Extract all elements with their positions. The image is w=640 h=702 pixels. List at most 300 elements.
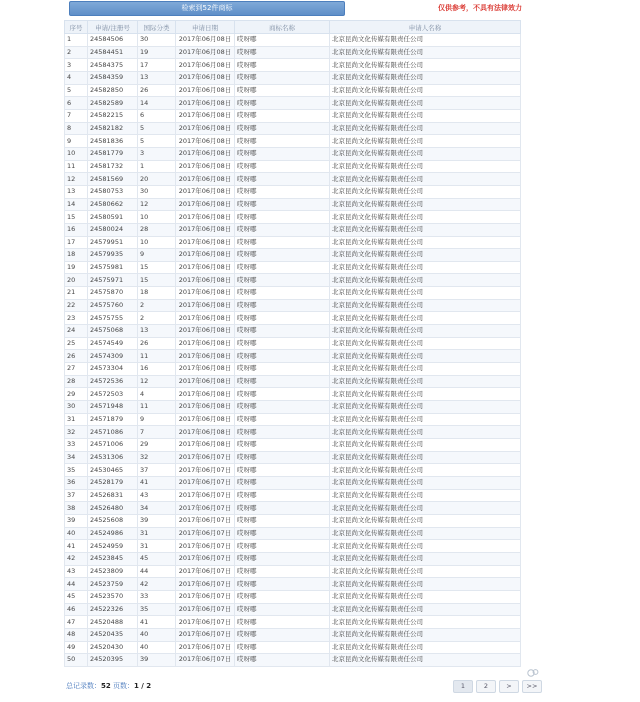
cell-mark-name[interactable]: 哎呀哪: [235, 413, 330, 426]
cell-mark-name[interactable]: 哎呀哪: [235, 173, 330, 186]
cell-reg-number[interactable]: 24523809: [88, 565, 138, 578]
cell-mark-name[interactable]: 哎呀哪: [235, 59, 330, 72]
cell-mark-name[interactable]: 哎呀哪: [235, 325, 330, 338]
cell-app-date: 2017年06月08日: [176, 287, 235, 300]
cell-app-date: 2017年06月08日: [176, 211, 235, 224]
cell-index: 22: [65, 299, 88, 312]
cell-reg-number[interactable]: 24584451: [88, 46, 138, 59]
cell-applicant: 北京昆尚文化传媒有限责任公司: [330, 476, 521, 489]
page-2-button[interactable]: 2: [476, 680, 496, 693]
cell-app-date: 2017年06月08日: [176, 249, 235, 262]
cell-class: 34: [138, 502, 176, 515]
cell-mark-name[interactable]: 哎呀哪: [235, 160, 330, 173]
cell-reg-number[interactable]: 24520430: [88, 641, 138, 654]
cell-mark-name[interactable]: 哎呀哪: [235, 109, 330, 122]
cell-mark-name[interactable]: 哎呀哪: [235, 388, 330, 401]
cell-index: 32: [65, 426, 88, 439]
table-row: [65, 590, 521, 603]
cell-applicant: 北京昆尚文化传媒有限责任公司: [330, 122, 521, 135]
cell-mark-name[interactable]: 哎呀哪: [235, 337, 330, 350]
cell-reg-number[interactable]: 24582850: [88, 84, 138, 97]
cell-applicant: 北京昆尚文化传媒有限责任公司: [330, 71, 521, 84]
cell-mark-name[interactable]: 哎呀哪: [235, 84, 330, 97]
cell-index: 3: [65, 59, 88, 72]
cell-mark-name[interactable]: 哎呀哪: [235, 464, 330, 477]
cell-class: 5: [138, 122, 176, 135]
header-mark-name[interactable]: 商标名称: [235, 21, 330, 34]
cell-reg-number[interactable]: 24580024: [88, 223, 138, 236]
cell-app-date: 2017年06月08日: [176, 426, 235, 439]
cell-reg-number[interactable]: 24523759: [88, 578, 138, 591]
cell-app-date: 2017年06月08日: [176, 71, 235, 84]
table-row: [65, 401, 521, 414]
cell-reg-number[interactable]: 24575971: [88, 274, 138, 287]
disclaimer-text: 仅供参考，不具有法律效力: [438, 4, 522, 12]
table-row: [65, 97, 521, 110]
cell-reg-number[interactable]: 24575755: [88, 312, 138, 325]
cell-reg-number[interactable]: 24531306: [88, 451, 138, 464]
cell-class: 7: [138, 426, 176, 439]
table-row: [65, 34, 521, 47]
cell-app-date: 2017年06月08日: [176, 109, 235, 122]
cell-mark-name[interactable]: 哎呀哪: [235, 97, 330, 110]
cell-index: 42: [65, 552, 88, 565]
table-row: [65, 451, 521, 464]
cell-reg-number[interactable]: 24524986: [88, 527, 138, 540]
table-row: [65, 502, 521, 515]
cell-mark-name[interactable]: 哎呀哪: [235, 590, 330, 603]
cell-app-date: 2017年06月08日: [176, 375, 235, 388]
cell-app-date: 2017年06月08日: [176, 261, 235, 274]
header-app-date[interactable]: 申请日期: [176, 21, 235, 34]
table-row: [65, 350, 521, 363]
cell-index: 26: [65, 350, 88, 363]
table-row: [65, 325, 521, 338]
cell-applicant: 北京昆尚文化传媒有限责任公司: [330, 84, 521, 97]
cell-mark-name[interactable]: 哎呀哪: [235, 375, 330, 388]
cell-reg-number[interactable]: 24584359: [88, 71, 138, 84]
cell-mark-name[interactable]: 哎呀哪: [235, 198, 330, 211]
cell-reg-number[interactable]: 24574549: [88, 337, 138, 350]
cell-class: 5: [138, 135, 176, 148]
cell-app-date: 2017年06月08日: [176, 350, 235, 363]
table-row: [65, 84, 521, 97]
cell-app-date: 2017年06月08日: [176, 439, 235, 452]
cell-reg-number[interactable]: 24571948: [88, 401, 138, 414]
cell-index: 28: [65, 375, 88, 388]
cell-class: 20: [138, 173, 176, 186]
cell-index: 38: [65, 502, 88, 515]
cell-reg-number[interactable]: 24584506: [88, 34, 138, 47]
cell-applicant: 北京昆尚文化传媒有限责任公司: [330, 641, 521, 654]
page-1-button[interactable]: 1: [453, 680, 473, 693]
cell-app-date: 2017年06月08日: [176, 274, 235, 287]
cell-applicant: 北京昆尚文化传媒有限责任公司: [330, 527, 521, 540]
cell-applicant: 北京昆尚文化传媒有限责任公司: [330, 97, 521, 110]
cell-reg-number[interactable]: 24581732: [88, 160, 138, 173]
cell-applicant: 北京昆尚文化传媒有限责任公司: [330, 274, 521, 287]
cell-reg-number[interactable]: 24520435: [88, 628, 138, 641]
cell-index: 48: [65, 628, 88, 641]
cell-class: 19: [138, 46, 176, 59]
cell-mark-name[interactable]: 哎呀哪: [235, 565, 330, 578]
record-summary: [66, 681, 151, 691]
cell-applicant: 北京昆尚文化传媒有限责任公司: [330, 299, 521, 312]
cell-class: 31: [138, 527, 176, 540]
cell-class: 30: [138, 34, 176, 47]
cell-reg-number[interactable]: 24526831: [88, 489, 138, 502]
cell-app-date: 2017年06月08日: [176, 97, 235, 110]
cell-applicant: 北京昆尚文化传媒有限责任公司: [330, 211, 521, 224]
cell-applicant: 北京昆尚文化传媒有限责任公司: [330, 173, 521, 186]
cell-index: 17: [65, 236, 88, 249]
last-page-button[interactable]: >>: [522, 680, 542, 693]
page-count: 1 / 2: [133, 682, 152, 690]
cell-applicant: 北京昆尚文化传媒有限责任公司: [330, 350, 521, 363]
table-row: [65, 603, 521, 616]
cell-mark-name[interactable]: 哎呀哪: [235, 249, 330, 262]
cell-class: 42: [138, 578, 176, 591]
cell-index: 30: [65, 401, 88, 414]
cell-index: 4: [65, 71, 88, 84]
cell-app-date: 2017年06月08日: [176, 46, 235, 59]
cell-class: 40: [138, 641, 176, 654]
cell-applicant: 北京昆尚文化传媒有限责任公司: [330, 223, 521, 236]
cell-mark-name[interactable]: 哎呀哪: [235, 552, 330, 565]
cell-mark-name[interactable]: 哎呀哪: [235, 211, 330, 224]
table-row: [65, 249, 521, 262]
cell-reg-number[interactable]: 24574309: [88, 350, 138, 363]
table-row: [65, 388, 521, 401]
cell-app-date: 2017年06月07日: [176, 628, 235, 641]
cell-app-date: 2017年06月08日: [176, 401, 235, 414]
cell-applicant: 北京昆尚文化传媒有限责任公司: [330, 540, 521, 553]
header-reg-number[interactable]: 申请/注册号: [88, 21, 138, 34]
cell-applicant: 北京昆尚文化传媒有限责任公司: [330, 502, 521, 515]
cell-applicant: 北京昆尚文化传媒有限责任公司: [330, 413, 521, 426]
cell-reg-number[interactable]: 24582182: [88, 122, 138, 135]
header-applicant[interactable]: 申请人名称: [330, 21, 521, 34]
table-row: [65, 312, 521, 325]
cell-mark-name[interactable]: 哎呀哪: [235, 287, 330, 300]
cell-mark-name[interactable]: 哎呀哪: [235, 476, 330, 489]
cell-applicant: 北京昆尚文化传媒有限责任公司: [330, 426, 521, 439]
cell-reg-number[interactable]: 24575870: [88, 287, 138, 300]
table-row: [65, 578, 521, 591]
cell-index: 20: [65, 274, 88, 287]
cell-reg-number[interactable]: 24575760: [88, 299, 138, 312]
cell-index: 50: [65, 654, 88, 667]
cell-class: 3: [138, 147, 176, 160]
cell-applicant: 北京昆尚文化传媒有限责任公司: [330, 616, 521, 629]
cell-index: 9: [65, 135, 88, 148]
table-row: [65, 540, 521, 553]
cell-class: 37: [138, 464, 176, 477]
table-row: [65, 552, 521, 565]
table-header-row: [65, 21, 521, 34]
cell-app-date: 2017年06月08日: [176, 198, 235, 211]
cell-class: 41: [138, 476, 176, 489]
cell-mark-name[interactable]: 哎呀哪: [235, 641, 330, 654]
cell-index: 45: [65, 590, 88, 603]
watermark-logo-icon: [526, 666, 540, 680]
cell-mark-name[interactable]: 哎呀哪: [235, 236, 330, 249]
cell-applicant: 北京昆尚文化传媒有限责任公司: [330, 514, 521, 527]
cell-mark-name[interactable]: 哎呀哪: [235, 274, 330, 287]
table-row: [65, 363, 521, 376]
cell-applicant: 北京昆尚文化传媒有限责任公司: [330, 590, 521, 603]
cell-app-date: 2017年06月08日: [176, 363, 235, 376]
cell-index: 34: [65, 451, 88, 464]
cell-reg-number[interactable]: 24571879: [88, 413, 138, 426]
cell-app-date: 2017年06月07日: [176, 565, 235, 578]
cell-applicant: 北京昆尚文化传媒有限责任公司: [330, 654, 521, 667]
cell-reg-number[interactable]: 24581836: [88, 135, 138, 148]
cell-mark-name[interactable]: 哎呀哪: [235, 603, 330, 616]
cell-app-date: 2017年06月08日: [176, 299, 235, 312]
table-row: [65, 274, 521, 287]
cell-mark-name[interactable]: 哎呀哪: [235, 578, 330, 591]
cell-index: 36: [65, 476, 88, 489]
cell-index: 37: [65, 489, 88, 502]
cell-applicant: 北京昆尚文化传媒有限责任公司: [330, 628, 521, 641]
cell-reg-number[interactable]: 24580591: [88, 211, 138, 224]
cell-app-date: 2017年06月08日: [176, 173, 235, 186]
cell-applicant: 北京昆尚文化传媒有限责任公司: [330, 401, 521, 414]
cell-mark-name[interactable]: 哎呀哪: [235, 502, 330, 515]
cell-index: 29: [65, 388, 88, 401]
cell-class: 12: [138, 375, 176, 388]
cell-mark-name[interactable]: 哎呀哪: [235, 540, 330, 553]
cell-class: 4: [138, 388, 176, 401]
table-row: [65, 527, 521, 540]
cell-applicant: 北京昆尚文化传媒有限责任公司: [330, 185, 521, 198]
cell-class: 1: [138, 160, 176, 173]
table-row: [65, 122, 521, 135]
cell-applicant: 北京昆尚文化传媒有限责任公司: [330, 135, 521, 148]
table-row: [65, 616, 521, 629]
table-row: [65, 565, 521, 578]
cell-reg-number[interactable]: 24523570: [88, 590, 138, 603]
cell-reg-number[interactable]: 24575068: [88, 325, 138, 338]
cell-class: 13: [138, 71, 176, 84]
cell-applicant: 北京昆尚文化传媒有限责任公司: [330, 34, 521, 47]
table-row: [65, 464, 521, 477]
cell-app-date: 2017年06月08日: [176, 160, 235, 173]
table-row: [65, 299, 521, 312]
cell-reg-number[interactable]: 24523845: [88, 552, 138, 565]
cell-mark-name[interactable]: 哎呀哪: [235, 312, 330, 325]
cell-reg-number[interactable]: 24571086: [88, 426, 138, 439]
cell-app-date: 2017年06月07日: [176, 540, 235, 553]
cell-class: 40: [138, 628, 176, 641]
table-row: [65, 46, 521, 59]
cell-applicant: 北京昆尚文化传媒有限责任公司: [330, 46, 521, 59]
table-row: [65, 185, 521, 198]
cell-index: 33: [65, 439, 88, 452]
cell-reg-number[interactable]: 24579935: [88, 249, 138, 262]
cell-applicant: 北京昆尚文化传媒有限责任公司: [330, 337, 521, 350]
cell-mark-name[interactable]: 哎呀哪: [235, 147, 330, 160]
cell-applicant: 北京昆尚文化传媒有限责任公司: [330, 388, 521, 401]
trademark-results-table: [64, 20, 521, 667]
cell-applicant: 北京昆尚文化传媒有限责任公司: [330, 603, 521, 616]
cell-class: 14: [138, 97, 176, 110]
cell-app-date: 2017年06月08日: [176, 34, 235, 47]
cell-app-date: 2017年06月08日: [176, 337, 235, 350]
cell-reg-number[interactable]: 24572536: [88, 375, 138, 388]
next-page-button[interactable]: >: [499, 680, 519, 693]
cell-class: 18: [138, 287, 176, 300]
cell-class: 33: [138, 590, 176, 603]
cell-mark-name[interactable]: 哎呀哪: [235, 34, 330, 47]
table-row: [65, 628, 521, 641]
cell-applicant: 北京昆尚文化传媒有限责任公司: [330, 363, 521, 376]
table-row: [65, 426, 521, 439]
cell-index: 39: [65, 514, 88, 527]
cell-class: 9: [138, 249, 176, 262]
cell-class: 39: [138, 514, 176, 527]
cell-class: 15: [138, 261, 176, 274]
cell-reg-number[interactable]: 24581569: [88, 173, 138, 186]
cell-mark-name[interactable]: 哎呀哪: [235, 223, 330, 236]
cell-index: 35: [65, 464, 88, 477]
cell-mark-name[interactable]: 哎呀哪: [235, 122, 330, 135]
cell-mark-name[interactable]: 哎呀哪: [235, 401, 330, 414]
cell-reg-number[interactable]: 24520395: [88, 654, 138, 667]
cell-class: 41: [138, 616, 176, 629]
cell-class: 35: [138, 603, 176, 616]
cell-index: 6: [65, 97, 88, 110]
cell-index: 16: [65, 223, 88, 236]
cell-index: 31: [65, 413, 88, 426]
cell-index: 5: [65, 84, 88, 97]
cell-reg-number[interactable]: 24525608: [88, 514, 138, 527]
cell-index: 11: [65, 160, 88, 173]
cell-mark-name[interactable]: 哎呀哪: [235, 439, 330, 452]
cell-index: 15: [65, 211, 88, 224]
cell-index: 24: [65, 325, 88, 338]
cell-index: 8: [65, 122, 88, 135]
cell-reg-number[interactable]: 24584375: [88, 59, 138, 72]
cell-reg-number[interactable]: 24582589: [88, 97, 138, 110]
cell-index: 2: [65, 46, 88, 59]
cell-applicant: 北京昆尚文化传媒有限责任公司: [330, 147, 521, 160]
header-index[interactable]: 序号: [65, 21, 88, 34]
cell-mark-name[interactable]: 哎呀哪: [235, 451, 330, 464]
cell-app-date: 2017年06月08日: [176, 413, 235, 426]
cell-applicant: 北京昆尚文化传媒有限责任公司: [330, 375, 521, 388]
cell-index: 40: [65, 527, 88, 540]
cell-class: 31: [138, 540, 176, 553]
cell-app-date: 2017年06月07日: [176, 603, 235, 616]
table-row: [65, 514, 521, 527]
cell-index: 23: [65, 312, 88, 325]
cell-reg-number[interactable]: 24579951: [88, 236, 138, 249]
cell-class: 17: [138, 59, 176, 72]
header-class[interactable]: 国际分类: [138, 21, 176, 34]
cell-mark-name[interactable]: 哎呀哪: [235, 654, 330, 667]
cell-mark-name[interactable]: 哎呀哪: [235, 46, 330, 59]
cell-class: 30: [138, 185, 176, 198]
table-row: [65, 413, 521, 426]
cell-reg-number[interactable]: 24582215: [88, 109, 138, 122]
cell-class: 43: [138, 489, 176, 502]
cell-class: 45: [138, 552, 176, 565]
pagination: [453, 680, 542, 692]
cell-class: 10: [138, 211, 176, 224]
cell-reg-number[interactable]: 24575981: [88, 261, 138, 274]
cell-reg-number[interactable]: 24520488: [88, 616, 138, 629]
table-row: [65, 236, 521, 249]
cell-applicant: 北京昆尚文化传媒有限责任公司: [330, 451, 521, 464]
cell-class: 9: [138, 413, 176, 426]
cell-reg-number[interactable]: 24580662: [88, 198, 138, 211]
cell-index: 10: [65, 147, 88, 160]
cell-mark-name[interactable]: 哎呀哪: [235, 71, 330, 84]
cell-applicant: 北京昆尚文化传媒有限责任公司: [330, 464, 521, 477]
cell-mark-name[interactable]: 哎呀哪: [235, 616, 330, 629]
cell-class: 32: [138, 451, 176, 464]
cell-applicant: 北京昆尚文化传媒有限责任公司: [330, 312, 521, 325]
cell-mark-name[interactable]: 哎呀哪: [235, 628, 330, 641]
cell-app-date: 2017年06月08日: [176, 122, 235, 135]
cell-applicant: 北京昆尚文化传媒有限责任公司: [330, 578, 521, 591]
cell-mark-name[interactable]: 哎呀哪: [235, 135, 330, 148]
cell-app-date: 2017年06月07日: [176, 514, 235, 527]
table-row: [65, 198, 521, 211]
cell-reg-number[interactable]: 24522326: [88, 603, 138, 616]
cell-reg-number[interactable]: 24530465: [88, 464, 138, 477]
cell-reg-number[interactable]: 24580753: [88, 185, 138, 198]
cell-applicant: 北京昆尚文化传媒有限责任公司: [330, 325, 521, 338]
table-row: [65, 261, 521, 274]
cell-app-date: 2017年06月07日: [176, 654, 235, 667]
cell-reg-number[interactable]: 24581779: [88, 147, 138, 160]
cell-class: 6: [138, 109, 176, 122]
cell-app-date: 2017年06月08日: [176, 135, 235, 148]
cell-reg-number[interactable]: 24573304: [88, 363, 138, 376]
cell-applicant: 北京昆尚文化传媒有限责任公司: [330, 565, 521, 578]
cell-reg-number[interactable]: 24571006: [88, 439, 138, 452]
cell-mark-name[interactable]: 哎呀哪: [235, 426, 330, 439]
cell-mark-name[interactable]: 哎呀哪: [235, 527, 330, 540]
cell-mark-name[interactable]: 哎呀哪: [235, 350, 330, 363]
cell-index: 41: [65, 540, 88, 553]
cell-app-date: 2017年06月08日: [176, 84, 235, 97]
total-count: 52: [101, 682, 111, 690]
cell-index: 18: [65, 249, 88, 262]
cell-mark-name[interactable]: 哎呀哪: [235, 514, 330, 527]
cell-reg-number[interactable]: 24526480: [88, 502, 138, 515]
cell-reg-number[interactable]: 24528179: [88, 476, 138, 489]
cell-mark-name[interactable]: 哎呀哪: [235, 185, 330, 198]
table-row: [65, 135, 521, 148]
table-row: [65, 287, 521, 300]
cell-mark-name[interactable]: 哎呀哪: [235, 261, 330, 274]
cell-class: 16: [138, 363, 176, 376]
cell-class: 2: [138, 299, 176, 312]
cell-reg-number[interactable]: 24572503: [88, 388, 138, 401]
cell-app-date: 2017年06月07日: [176, 476, 235, 489]
cell-applicant: 北京昆尚文化传媒有限责任公司: [330, 198, 521, 211]
cell-reg-number[interactable]: 24524959: [88, 540, 138, 553]
cell-app-date: 2017年06月07日: [176, 578, 235, 591]
cell-mark-name[interactable]: 哎呀哪: [235, 363, 330, 376]
cell-mark-name[interactable]: 哎呀哪: [235, 299, 330, 312]
cell-mark-name[interactable]: 哎呀哪: [235, 489, 330, 502]
cell-applicant: 北京昆尚文化传媒有限责任公司: [330, 287, 521, 300]
